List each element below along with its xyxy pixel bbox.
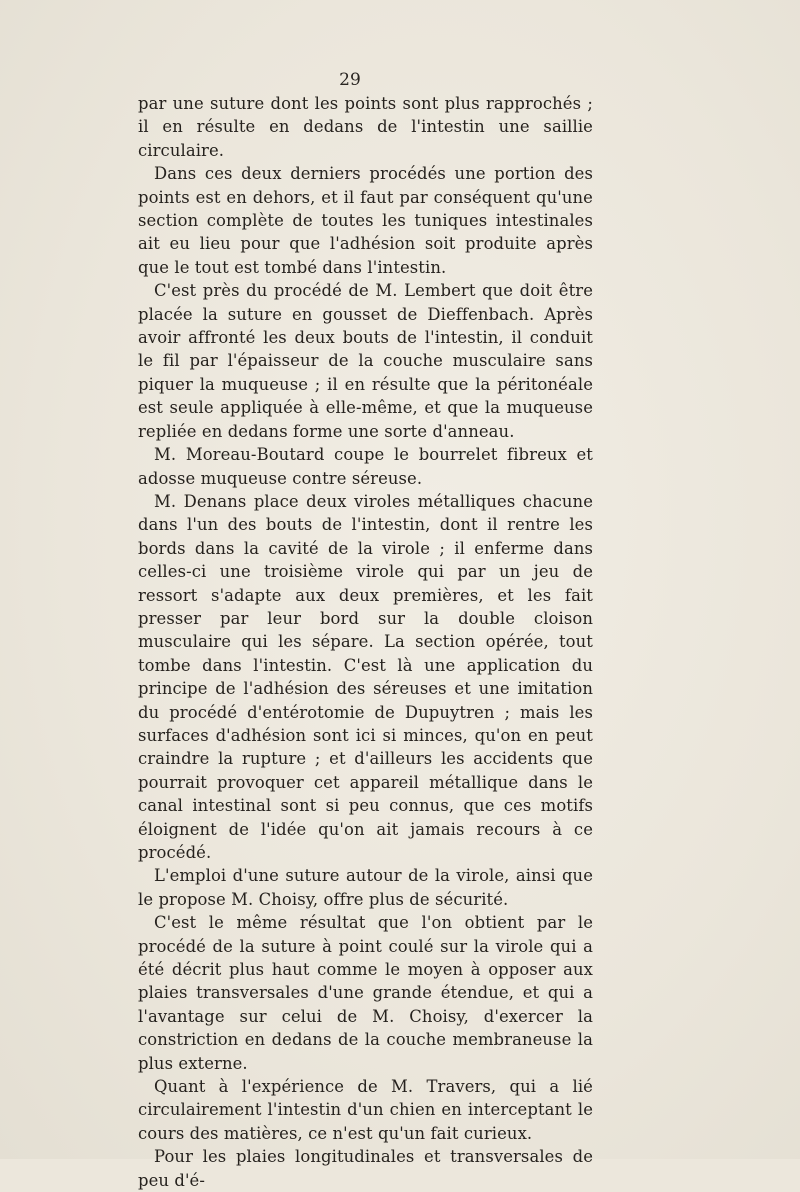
paragraph: Dans ces deux derniers procédés une portion des points est en dehors, et il faut par conséquent qu'une section complète de toutes les tuniques intestinales ait eu lieu pour que l'adhésion soit produite après que le tout est tombé dans l'intestin. [138,164,593,277]
paragraph: C'est le même résultat que l'on obtient par le procédé de la suture à point coulé sur la virole qui a été décrit plus haut comme le moyen à opposer aux plaies transversales d'une grande étendue, et qui a l'avantage sur celui de M. Choisy, d'exercer la constriction en dedans de la couche membraneuse la plus externe. [138,913,593,1073]
paragraph: M. Moreau-Boutard coupe le bourrelet fibreux et adosse muqueuse contre séreuse. [138,445,593,488]
body-text [138,92,593,1192]
paragraph: M. Denans place deux viroles métalliques chacune dans l'un des bouts de l'intestin, dont il rentre les bords dans la cavité de la virole ; il enferme dans celles-ci une troisième virole qui par un jeu de ressort s'adapte aux deux premières, et les fait presser par leur bord sur la double cloison musculaire qui les sépare. La section opérée, tout tombe dans l'intestin. C'est là une application du principe de l'adhésion des séreuses et une imitation du procédé d'entérotomie de Dupuytren ; mais les surfaces d'adhésion sont ici si minces, qu'on en peut craindre la rupture ; et d'ailleurs les accidents que pourrait provoquer cet appareil métallique dans le canal intestinal sont si peu connus, que ces motifs éloignent de l'idée qu'on ait jamais recours à ce procédé. [138,491,593,862]
paragraph: par une suture dont les points sont plus rapprochés ; il en résulte en dedans de l'intestin une saillie circulaire. [138,94,593,160]
paragraph: L'emploi d'une suture autour de la virole, ainsi que le propose M. Choisy, offre plus de sécurité. [138,866,593,909]
paragraph: Quant à l'expérience de M. Travers, qui a lié circulairement l'intestin d'un chien en interceptant le cours des matières, ce n'est qu'un fait curieux. [138,1077,593,1143]
paragraph: Pour les plaies longitudinales et transversales de peu d'é- [138,1147,593,1190]
page-number: 29 [339,70,361,90]
paragraph: C'est près du procédé de M. Lembert que doit être placée la suture en gousset de Dieffenbach. Après avoir affronté les deux bouts de l'intestin, il conduit le fil par l'épaisseur de la couche musculaire sans piquer la muqueuse ; il en résulte que la péritonéale est seule appliquée à elle-même, et que la muqueuse repliée en dedans forme une sorte d'anneau. [138,281,593,441]
